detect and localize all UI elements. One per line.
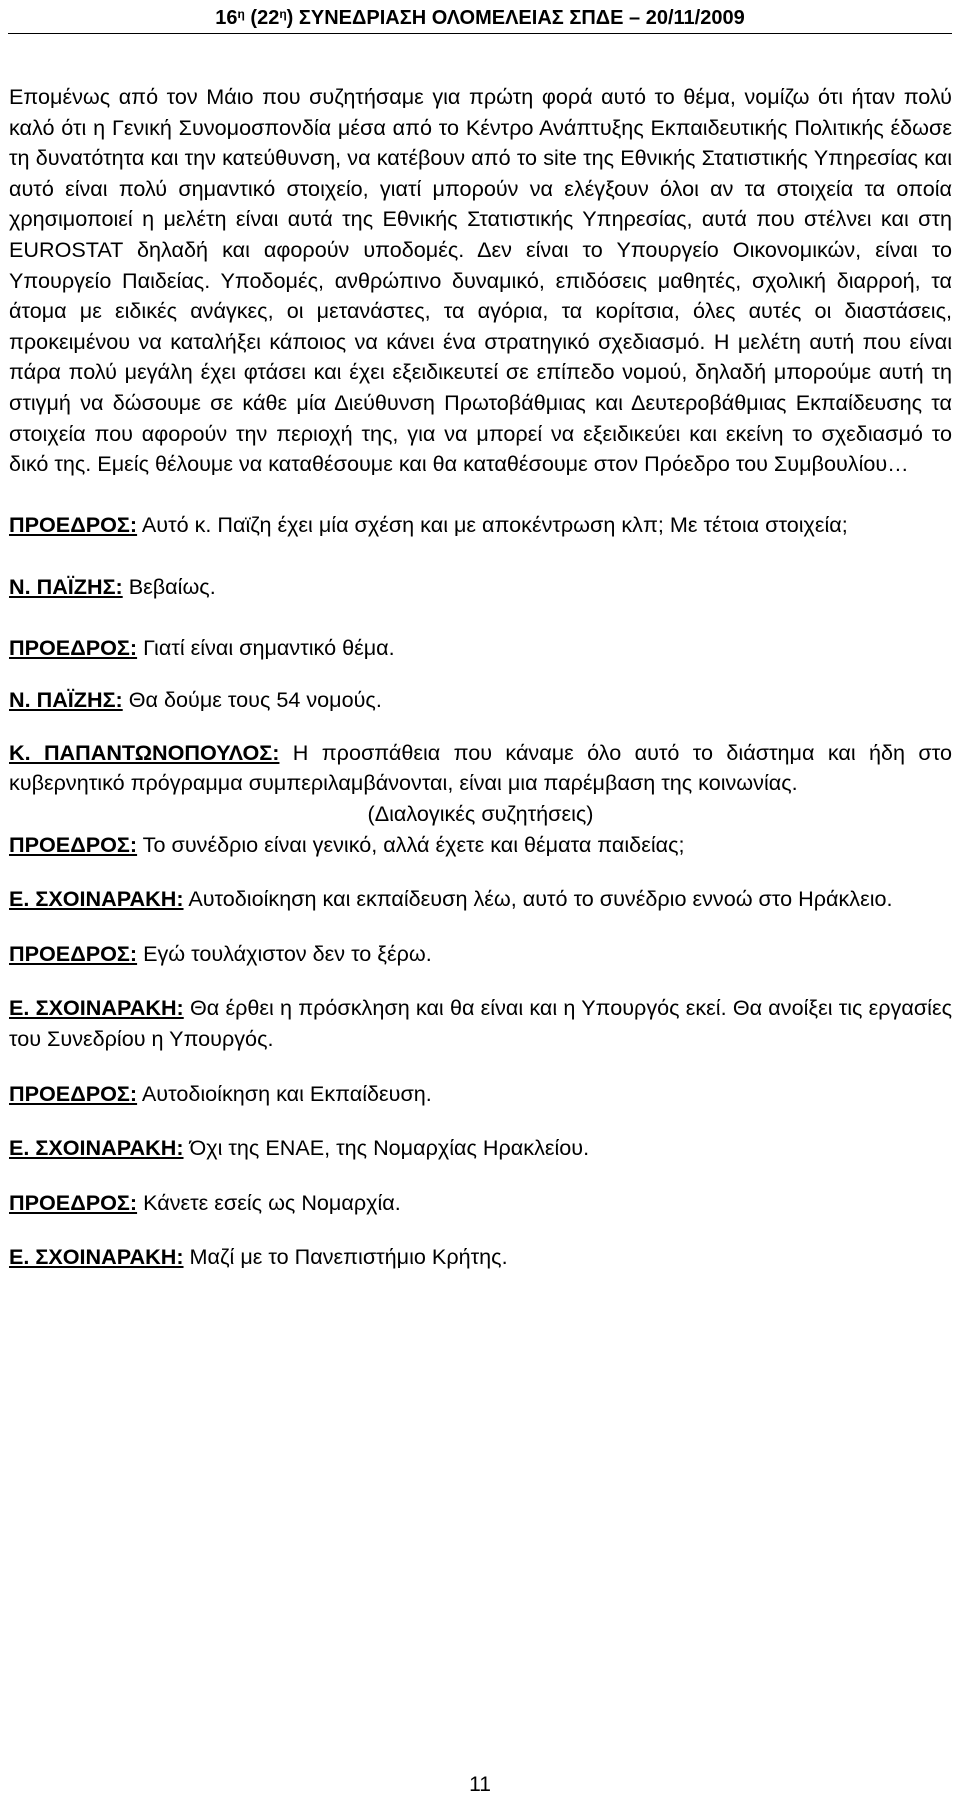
speech-text: Εγώ τουλάχιστον δεν το ξέρω. [137, 940, 432, 966]
exchange-3 [9, 633, 952, 664]
header-title: ) ΣΥΝΕΔΡΙΑΣΗ ΟΛΟΜΕΛΕΙΑΣ ΣΠΔΕ – 20/11/2009 [286, 7, 745, 29]
speaker-name: Ε. ΣΧΟΙΝΑΡΑΚΗ: [9, 886, 184, 912]
speaker-name: ΠΡΟΕΔΡΟΣ: [9, 1080, 138, 1106]
speech-text: Θα έρθει η πρόσκληση και θα είναι και η Υπουργός εκεί. Θα ανοίξει τις εργασίες του Συνεδρίου η Υπουργός. [9, 995, 953, 1052]
speaker-name: ΠΡΟΕΔΡΟΣ: [9, 634, 138, 660]
header-session-paren-superscript: η [279, 7, 287, 21]
header-session-superscript: η [237, 7, 245, 21]
stage-direction: (Διαλογικές συζητήσεις) [367, 801, 594, 827]
speech-text: Αυτοδιοίκηση και εκπαίδευση λέω, αυτό το συνέδριο εννοώ στο Ηράκλειο. [183, 886, 893, 912]
page-header [0, 6, 960, 30]
speech-text: Το συνέδριο είναι γενικό, αλλά έχετε και θέματα παιδείας; [137, 831, 685, 857]
speech-text: Αυτοδιοίκηση και Εκπαίδευση. [137, 1080, 432, 1106]
speaker-name: ΠΡΟΕΔΡΟΣ: [9, 940, 138, 966]
speech-text: Όχι της ΕΝΑΕ, της Νομαρχίας Ηρακλείου. [183, 1135, 590, 1161]
page-number: 11 [469, 1773, 491, 1796]
speaker-name: Ν. ΠΑΪΖΗΣ: [9, 573, 123, 599]
exchange-2 [9, 572, 952, 603]
exchange-6 [9, 830, 952, 861]
exchange-8 [9, 939, 952, 970]
speech-text: Βεβαίως. [122, 573, 216, 599]
speaker-name: Ε. ΣΧΟΙΝΑΡΑΚΗ: [9, 1244, 184, 1270]
speaker-name: Κ. ΠΑΠΑΝΤΩΝΟΠΟΥΛΟΣ: [9, 739, 280, 765]
speaker-name: ΠΡΟΕΔΡΟΣ: [9, 831, 138, 857]
exchange-12 [9, 1188, 952, 1219]
exchange-11 [9, 1133, 952, 1164]
exchange-13 [9, 1242, 952, 1273]
speaker-name: ΠΡΟΕΔΡΟΣ: [9, 1189, 138, 1215]
exchange-9 [9, 993, 952, 1054]
speaker-name: ΠΡΟΕΔΡΟΣ: [9, 512, 138, 538]
exchange-10 [9, 1079, 952, 1110]
speech-text: Μαζί με το Πανεπιστήμιο Κρήτης. [183, 1244, 508, 1270]
paragraph-main: Επομένως από τον Μάιο που συζητήσαμε για πρώτη φορά αυτό το θέμα, νομίζω ότι ήταν πολύ καλό ότι η Γενική Συνομοσπονδία μέσα από το Κέντρο Ανάπτυξης Εκπαιδευτικής Πολιτικής έδωσε τη δυνατότητα και την κατεύθυνση, να κατέβουν από το site της Εθνικής Στατιστικής Υπηρεσίας και αυτό είναι πολύ σημαντικό στοιχείο, γιατί μπορούν να ελέγξουν όλοι αν τα στοιχεία τα οποία χρησιμοποιεί η μελέτη είναι αυτά της Εθνικής Στατιστικής Υπηρεσίας, αυτά που στέλνει και στη EUROSTAT δηλαδή και αφορούν υποδομές. Δεν είναι το Υπουργείο Οικονομικών, είναι το Υπουργείο Παιδείας. Υποδομές, ανθρώπινο δυναμικό, επιδόσεις μαθητές, σχολική διαρροή, τα άτομα με ειδικές ανάγκες, οι μετανάστες, τα αγόρια, τα κορίτσια, όλες αυτές οι διαστάσεις, προκειμένου να καταλήξει κάποιος να κάνει ένα στρατηγικό σχεδιασμό. Η μελέτη αυτή που είναι πάρα πολύ μεγάλη έχει φτάσει και έχει εξειδικευτεί σε επίπεδο νομού, δηλαδή μπορούμε αυτή τη στιγμή να δώσουμε σε κάθε μία Διεύθυνση Πρωτοβάθμιας και Δευτεροβάθμιας Εκπαίδευσης τα στοιχεία που αφορούν την περιοχή της, για να μπορεί να εξειδικεύει και εκείνη το σχεδιασμό το δικό της. Εμείς θέλουμε να καταθέσουμε και θα καταθέσουμε στον Πρόεδρο του Συμβουλίου… [9, 84, 952, 477]
header-rule [8, 33, 952, 34]
speech-text: Θα δούμε τους 54 νομούς. [122, 687, 382, 713]
speaker-name: Ε. ΣΧΟΙΝΑΡΑΚΗ: [9, 995, 184, 1021]
speaker-name: Ε. ΣΧΟΙΝΑΡΑΚΗ: [9, 1135, 184, 1161]
header-session-number: 16 [215, 7, 238, 29]
speech-text: Κάνετε εσείς ως Νομαρχία. [137, 1189, 401, 1215]
speech-text: Η προσπάθεια που κάναμε όλο αυτό το διάστημα και ήδη στο κυβερνητικό πρόγραμμα συμπεριλαμβάνονται, είναι μια παρέμβαση της κοινωνίας. [9, 739, 952, 796]
exchange-5 [9, 738, 952, 799]
speaker-name: Ν. ΠΑΪΖΗΣ: [9, 687, 123, 713]
speech-text: Γιατί είναι σημαντικό θέμα. [137, 634, 395, 660]
exchange-1 [9, 510, 952, 541]
exchange-7 [9, 884, 952, 915]
header-session-paren-number: (22 [250, 7, 280, 29]
exchange-4 [9, 685, 952, 716]
document-body [9, 82, 952, 1273]
speech-text: Αυτό κ. Παϊζη έχει μία σχέση και με αποκέντρωση κλπ; Με τέτοια στοιχεία; [137, 512, 848, 538]
